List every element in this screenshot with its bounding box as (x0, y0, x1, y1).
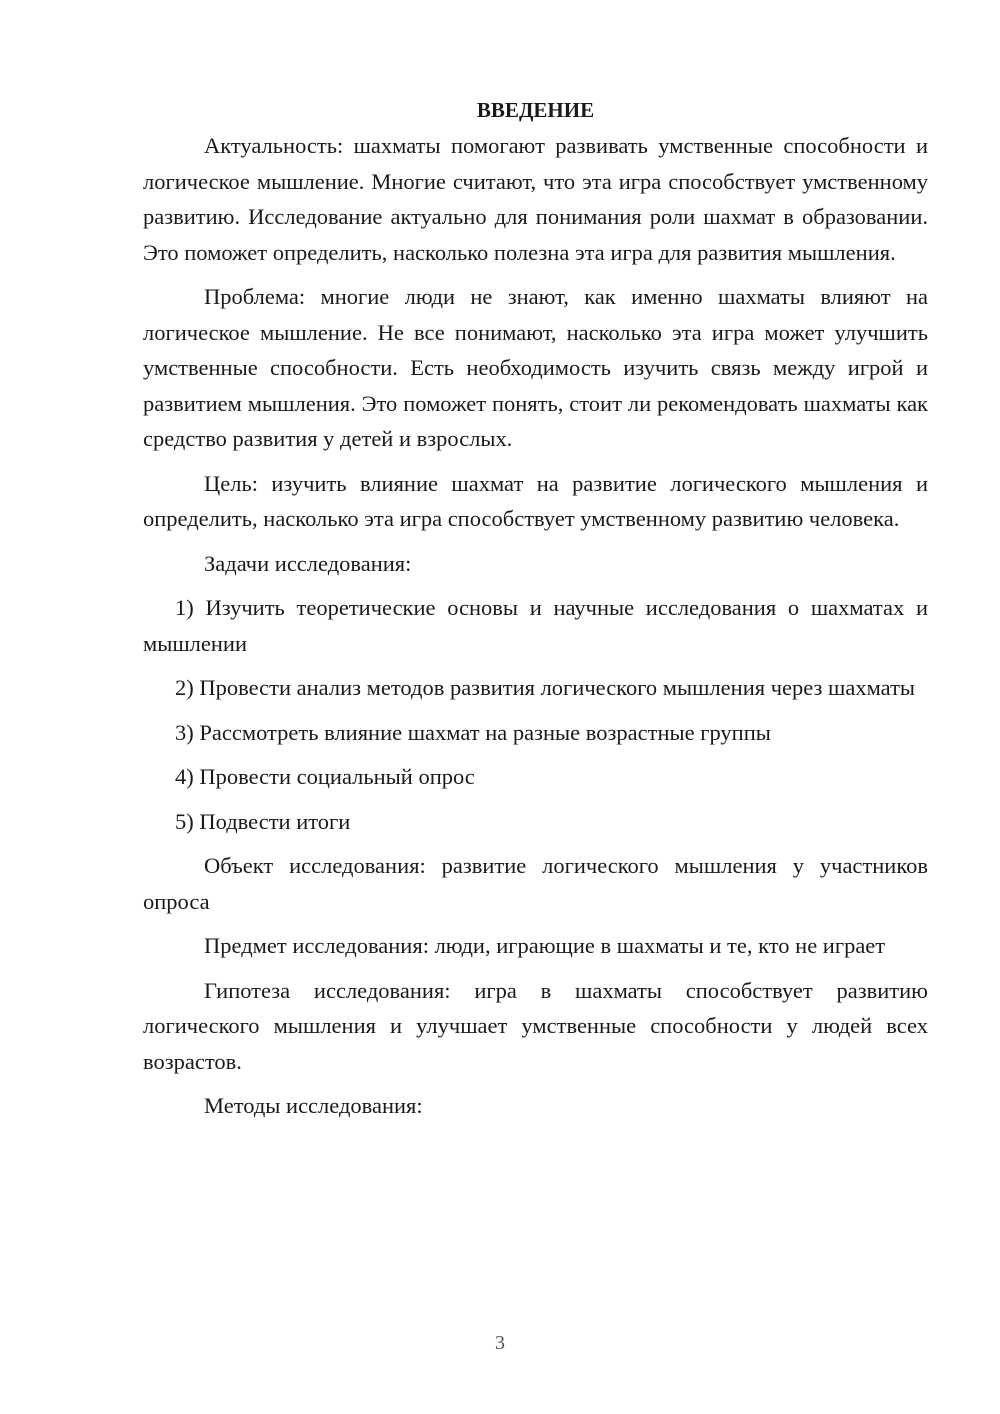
page-title: ВВЕДЕНИЕ (476, 98, 595, 122)
paragraph-goal: Цель: изучить влияние шахмат на развитие логического мышления и определить, насколько эта игра способствует умственному развитию человека. (143, 470, 928, 531)
list-item: 4) Провести социальный опрос (175, 764, 475, 789)
paragraph-problem: Проблема: многие люди не знают, как именно шахматы влияют на логическое мышление. Не все понимают, насколько эта игра может улучшить умственные способности. Есть необходимость изучить связь между игрой и развитием мышления. Это поможет понять, стоит ли рекомендовать шахматы как средство развития у детей и взрослых. (143, 284, 928, 451)
tasks-heading: Задачи исследования: (204, 550, 412, 576)
methods-heading: Методы исследования: (204, 1093, 423, 1118)
list-item: 5) Подвести итоги (175, 808, 351, 834)
page-number: 3 (495, 1332, 505, 1354)
paragraph-object: Объект исследования: развитие логического мышления у участников опроса (143, 853, 928, 914)
document-page (143, 92, 928, 1133)
paragraph-subject: Предмет исследования: люди, играющие в шахматы и те, кто не играет (204, 933, 886, 958)
paragraph-hypothesis: Гипотеза исследования: игра в шахматы способствует развитию логического мышления и улучшает умственные способности у людей всех возрастов. (143, 977, 928, 1074)
list-item: 1) Изучить теоретические основы и научные исследования о шахматах и мышлении (143, 595, 928, 656)
paragraph-relevance: Актуальность: шахматы помогают развивать умственные способности и логическое мышление. Многие считают, что эта игра способствует умственному развитию. Исследование актуально для понимания роли шахмат в образовании. Это поможет определить, насколько полезна эта игра для развития мышления. (143, 133, 928, 265)
list-item: 3) Рассмотреть влияние шахмат на разные возрастные группы (175, 719, 771, 745)
list-item: 2) Провести анализ методов развития логического мышления через шахматы (175, 675, 916, 700)
